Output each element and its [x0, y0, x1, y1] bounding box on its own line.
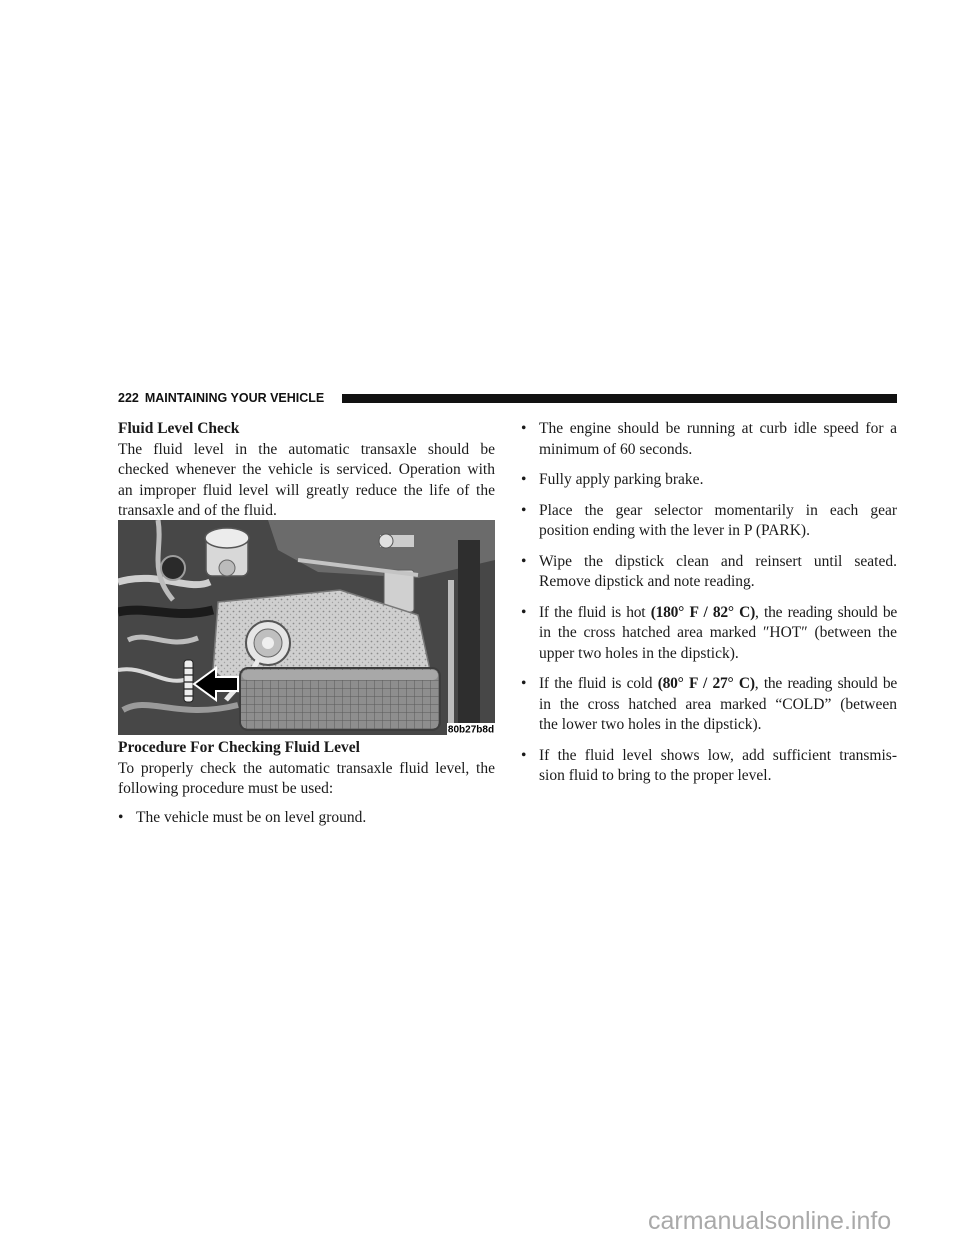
bullet-text-line: the lower two holes in the dipstick).	[539, 716, 762, 733]
engine-compartment-photo	[118, 520, 495, 735]
watermark-text: carmanualsonline.info	[648, 1207, 892, 1235]
body-text-line: To properly check the automatic transaxle fluid level, the	[118, 759, 495, 777]
bullet-item	[118, 808, 495, 829]
page-header	[118, 391, 324, 405]
bullet-marker: •	[521, 746, 527, 764]
bullet-marker: •	[521, 420, 527, 437]
post	[458, 540, 480, 735]
right-column	[521, 419, 897, 787]
body-text-line: an improper fluid level will greatly reduce the life of the	[118, 481, 495, 499]
hot-temperature: (180° F / 82° C)	[650, 603, 756, 621]
bullet-text-line: The engine should be running at curb idle speed for a	[539, 420, 897, 437]
bullet-item	[521, 603, 897, 665]
bullet-text-line: in the cross hatched area marked ″HOT″ (between the	[539, 624, 897, 641]
bullet-item	[521, 470, 897, 491]
bullet-text-line: in the cross hatched area marked “COLD” (between	[539, 695, 897, 713]
bullet-marker: •	[521, 471, 527, 488]
body-text-line: transaxle and of the fluid.	[118, 502, 277, 519]
text-segment: , the reading should be	[754, 675, 897, 692]
fuse-box-lid-edge	[242, 670, 438, 680]
bullet-text-line: upper two holes in the dipstick).	[539, 644, 739, 662]
bullet-item	[521, 552, 897, 593]
page-number: 222	[118, 391, 139, 405]
header-rule	[342, 394, 897, 403]
figure-code: 80b27b8d	[447, 724, 495, 735]
section-title: MAINTAINING YOUR VEHICLE	[144, 391, 325, 405]
left-column-intro	[118, 419, 495, 522]
bullet-text-line: Fully apply parking brake.	[539, 471, 704, 488]
bullet-marker: •	[521, 603, 527, 621]
bullet-item	[521, 674, 897, 736]
bullet-text-line: Remove dipstick and note reading.	[539, 573, 755, 590]
bullet-text-line: If the fluid level shows low, add sufficient transmis-	[539, 746, 897, 764]
section-heading-fluid-level-check: Fluid Level Check	[118, 420, 240, 437]
bullet-marker: •	[521, 552, 527, 570]
hose	[118, 610, 213, 614]
bullet-text-line	[539, 674, 897, 695]
bullet-item	[521, 746, 897, 787]
bullet-text-line: Place the gear selector momentarily in each gear	[539, 501, 897, 519]
bullet-marker: •	[521, 501, 527, 519]
reservoir-outlet	[219, 560, 235, 576]
bullet-text-line: Wipe the dipstick clean and reinsert until seated.	[539, 552, 897, 570]
bullet-text-line: position ending with the lever in P (PARK).	[539, 522, 810, 539]
bullet-text-line: The vehicle must be on level ground.	[136, 808, 367, 826]
text-segment: If the fluid is cold	[539, 675, 658, 692]
coolant-cap-center	[262, 637, 274, 649]
body-text-line: following procedure must be used:	[118, 780, 334, 797]
reservoir-cap	[205, 528, 249, 548]
bullet-text-line	[539, 603, 897, 624]
bolt	[379, 534, 393, 548]
bullet-text-line: sion fluid to bring to the proper level.	[539, 767, 772, 784]
body-text-line: The fluid level in the automatic transaxle should be	[118, 440, 495, 458]
bullet-marker: •	[118, 808, 124, 826]
text-segment: If the fluid is hot	[539, 603, 651, 621]
pipe	[448, 580, 454, 730]
text-segment: , the reading should be	[755, 603, 897, 621]
fitting	[161, 556, 185, 580]
bullet-item	[521, 419, 897, 460]
cold-temperature: (80° F / 27° C)	[657, 675, 755, 692]
bullet-marker: •	[521, 675, 527, 692]
left-column-procedure	[118, 738, 495, 828]
bullet-item	[521, 501, 897, 542]
body-text-line: checked whenever the vehicle is serviced. Operation with	[118, 461, 495, 478]
bullet-text-line: minimum of 60 seconds.	[539, 440, 693, 458]
section-heading-procedure: Procedure For Checking Fluid Level	[118, 739, 360, 756]
